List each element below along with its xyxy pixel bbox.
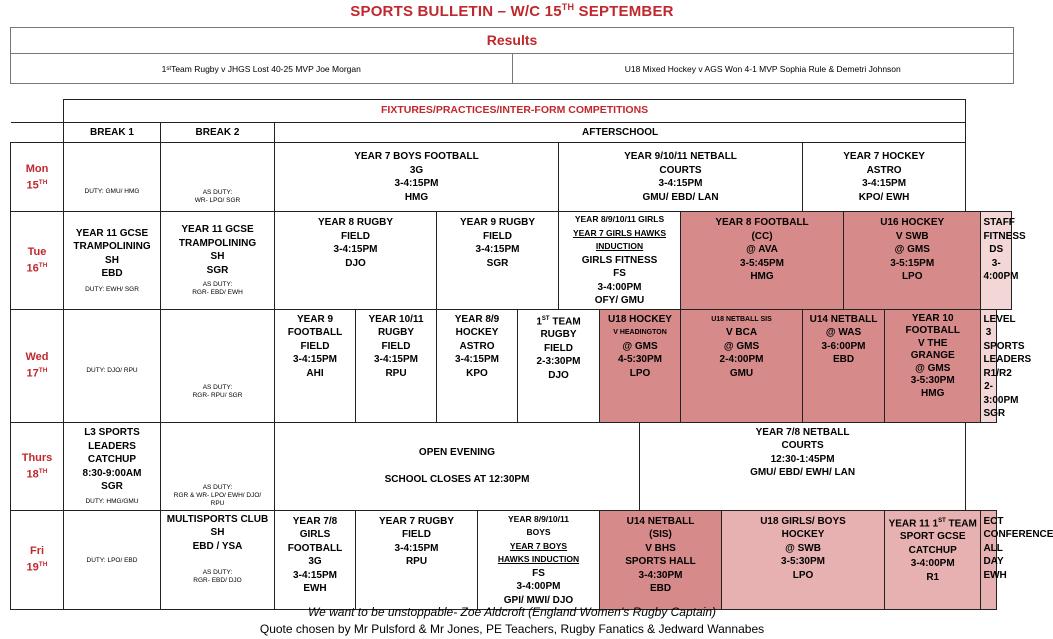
results-row — [11, 54, 1013, 83]
fixtures-heading: FIXTURES/PRACTICES/INTER-FORM COMPETITIONS — [64, 100, 966, 123]
wed-break2: AS DUTY: RGR- RPU/ SGR — [161, 309, 275, 422]
day-monday: Mon 15TH — [11, 143, 64, 212]
fri-break2: MULTISPORTS CLUB SH EBD / YSA AS DUTY: RGR- EBD/ DJO — [161, 510, 275, 609]
fri-fixture-4: U14 NETBALL (SIS) V BHS SPORTS HALL 3-4:30PM EBD — [600, 510, 722, 609]
col-break1: BREAK 1 — [64, 123, 161, 143]
tue-fixture-5: U16 HOCKEY V SWB @ GMS 3-5:15PM LPO — [844, 212, 981, 310]
fri-fixture-2: YEAR 7 RUGBY FIELD 3-4:15PM RPU — [356, 510, 478, 609]
fri-fixture-7: ECT CONFERENCE ALL DAY EWH — [981, 510, 996, 609]
mon-break2: AS DUTY: WR- LPO/ SGR — [161, 143, 275, 212]
wed-fixture-3: YEAR 8/9 HOCKEY ASTRO 3-4:15PM KPO — [437, 309, 518, 422]
col-break2: BREAK 2 — [161, 123, 275, 143]
wed-fixture-7: U14 NETBALL @ WAS 3-6:00PM EBD — [803, 309, 885, 422]
wed-fixture-4: 1ST TEAM RUGBY FIELD 2-3:30PM DJO — [518, 309, 600, 422]
fri-fixture-1: YEAR 7/8 GIRLS FOOTBALL 3G 3-4:15PM EWH — [275, 510, 356, 609]
result-hockey: U18 Mixed Hockey v AGS Won 4-1 MVP Sophia Rule & Demetri Johnson — [512, 54, 1014, 83]
tue-fixture-6: STAFF FITNESS DS 3-4:00PM — [981, 212, 1012, 310]
day-tuesday: Tue 16TH — [11, 212, 64, 310]
tue-break2: YEAR 11 GCSE TRAMPOLINING SH SGR AS DUTY: RGR- EBD/ EWH — [161, 212, 275, 310]
bulletin-title: SPORTS BULLETIN – W/C 15TH SEPTEMBER — [350, 2, 674, 20]
results-heading: Results — [11, 28, 1013, 54]
mon-fixture-1: YEAR 7 BOYS FOOTBALL 3G 3-4:15PM HMG — [275, 143, 559, 212]
mon-fixture-3: YEAR 7 HOCKEY ASTRO 3-4:15PM KPO/ EWH — [803, 143, 966, 212]
tue-fixture-1: YEAR 8 RUGBY FIELD 3-4:15PM DJO — [275, 212, 437, 310]
wed-fixture-5: U18 HOCKEY V HEADINGTON @ GMS 4-5:30PM LPO — [600, 309, 681, 422]
tue-break1: YEAR 11 GCSE TRAMPOLINING SH EBD DUTY: EWH/ SGR — [64, 212, 161, 310]
fri-fixture-6: YEAR 11 1ST TEAM SPORT GCSE CATCHUP 3-4:00PM R1 — [885, 510, 981, 609]
quote: We want to be unstoppable- Zoe Aldcroft (England Women’s Rugby Captain) — [308, 605, 716, 619]
mon-break1: DUTY: GMU/ HMG — [64, 143, 161, 212]
col-afterschool: AFTERSCHOOL — [275, 123, 966, 143]
day-thursday: Thurs 18TH — [11, 422, 64, 510]
thu-open-evening: OPEN EVENING SCHOOL CLOSES AT 12:30PM — [275, 422, 640, 510]
thu-break2: AS DUTY: RGR & WR- LPO/ EWH/ DJO/ RPU — [161, 422, 275, 510]
tue-fixture-3: YEAR 8/9/10/11 GIRLS YEAR 7 GIRLS HAWKS INDUCTION GIRLS FITNESS FS 3-4:00PM OFY/ GMU — [559, 212, 681, 310]
wed-fixture-9: LEVEL 3 SPORTS LEADERS R1/R2 2-3:00PM SGR — [981, 309, 996, 422]
wed-fixture-1: YEAR 9 FOOTBALL FIELD 3-4:15PM AHI — [275, 309, 356, 422]
tue-fixture-2: YEAR 9 RUGBY FIELD 3-4:15PM SGR — [437, 212, 559, 310]
quote-credit: Quote chosen by Mr Pulsford & Mr Jones, PE Teachers, Rugby Fanatics & Jedward Wannabes — [259, 622, 765, 636]
tue-fixture-4: YEAR 8 FOOTBALL (CC) @ AVA 3-5:45PM HMG — [681, 212, 844, 310]
thu-break1: L3 SPORTS LEADERS CATCHUP 8:30-9:00AM SGR DUTY: HMG/GMU — [64, 422, 161, 510]
wed-fixture-6: U18 NETBALL SIS V BCA @ GMS 2-4:00PM GMU — [681, 309, 803, 422]
wed-fixture-8: YEAR 10 FOOTBALL V THE GRANGE @ GMS 3-5:30PM HMG — [885, 309, 981, 422]
fixtures-table — [10, 99, 1053, 610]
results-box — [10, 27, 1014, 84]
thu-fixture-2: YEAR 7/8 NETBALL COURTS 12:30-1:45PM GMU/ EBD/ EWH/ LAN — [640, 422, 966, 510]
day-wednesday: Wed 17TH — [11, 309, 64, 422]
mon-fixture-2: YEAR 9/10/11 NETBALL COURTS 3-4:15PM GMU/ EBD/ LAN — [559, 143, 803, 212]
fri-fixture-5: U18 GIRLS/ BOYS HOCKEY @ SWB 3-5:30PM LPO — [722, 510, 885, 609]
result-rugby: 1 st Team Rugby v JHGS Lost 40-25 MVP Joe Morgan — [161, 63, 361, 74]
fri-fixture-3: YEAR 8/9/10/11 BOYS YEAR 7 BOYS HAWKS INDUCTION FS 3-4:00PM GPI/ MWI/ DJO — [478, 510, 600, 609]
wed-break1: DUTY: DJO/ RPU — [64, 309, 161, 422]
fri-break1: DUTY: LPO/ EBD — [64, 510, 161, 609]
wed-fixture-2: YEAR 10/11 RUGBY FIELD 3-4:15PM RPU — [356, 309, 437, 422]
day-friday: Fri 19TH — [11, 510, 64, 609]
